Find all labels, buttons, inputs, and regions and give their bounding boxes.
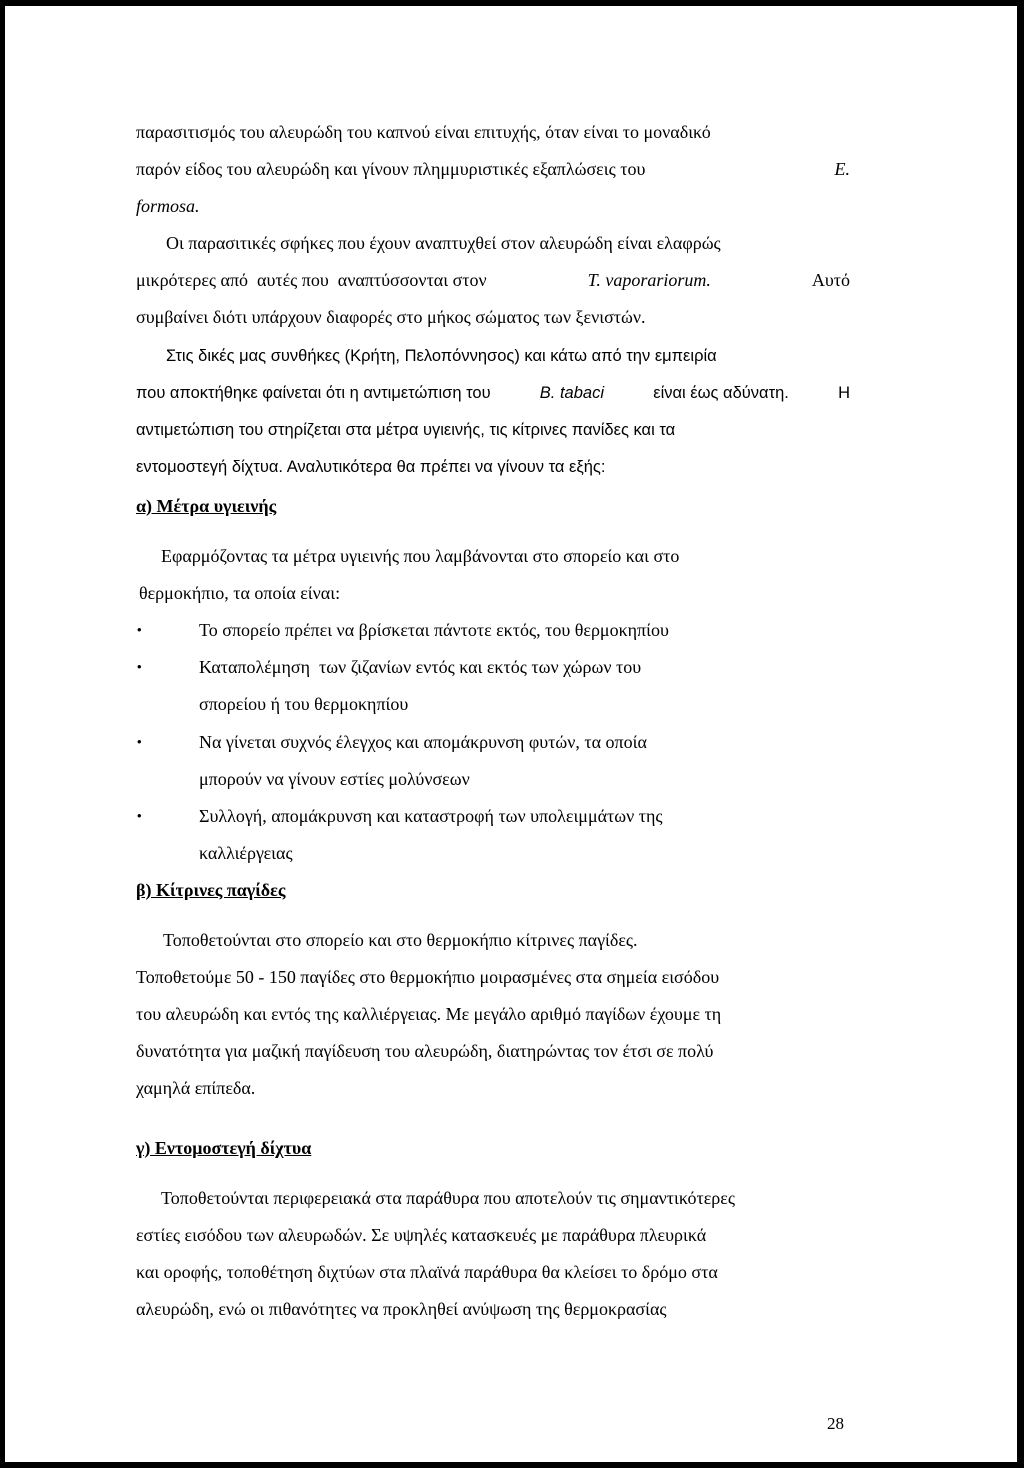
species-name: formosa. [136, 196, 200, 216]
bullet-marker: • [137, 734, 142, 749]
paragraph-line [166, 344, 717, 368]
species-name: E. [834, 159, 850, 179]
section-heading: β) Κίτρινες παγίδες [136, 880, 286, 900]
bullet-marker: • [137, 622, 142, 637]
bullet-marker: • [137, 659, 142, 674]
body-line [136, 305, 646, 329]
section-heading: γ) Εντομοστεγή δίχτυα [136, 1138, 312, 1158]
bullet-marker: • [137, 808, 142, 823]
list-item-continuation: σπορείου ή του θερμοκηπίου [199, 694, 409, 714]
line-text: Η [838, 384, 850, 402]
body-line: αλευρώδη, ενώ οι πιθανότητες να προκληθεί ανύψωση της θερμοκρασίας [136, 1299, 667, 1319]
body-line [136, 1039, 850, 1063]
line-text: Τοποθετούμε 50 - 150 παγίδες στο θερμοκήπιο μοιρασμένες στα σημεία εισόδου [136, 967, 720, 987]
line-text: δυνατότητα για μαζική παγίδευση του αλευρώδη, διατηρώντας τον έτσι σε πολύ [136, 1041, 714, 1061]
list-item: Το σπορείο πρέπει να βρίσκεται πάντοτε εκτός, του θερμοκηπίου [199, 620, 669, 640]
line-text: Καταπολέμηση των ζιζανίων εντός και εκτός των χώρων του [199, 657, 642, 677]
species-name: T. vaporariorum. [587, 270, 711, 290]
line-text: μικρότερες από αυτές που αναπτύσσονται στον [136, 270, 487, 290]
body-line [136, 381, 850, 405]
line-text: Στις δικές μας συνθήκες (Κρήτη, Πελοπόννησος) και κάτω από την εμπειρία [166, 347, 717, 365]
paragraph-line [163, 928, 850, 952]
line-text: του αλευρώδη και εντός της καλλιέργειας. Με μεγάλο αριθμό παγίδων έχουμε τη [136, 1004, 722, 1024]
page-number: 28 [827, 1414, 844, 1433]
line-text: συμβαίνει διότι υπάρχουν διαφορές στο μήκος σώματος των ξενιστών. [136, 307, 646, 327]
body-line [136, 1260, 850, 1284]
list-item: Συλλογή, απομάκρυνση και καταστροφή των υπολειμμάτων της [199, 806, 663, 826]
section-intro: θερμοκήπιο, τα οποία είναι: [139, 583, 341, 603]
body-line [136, 120, 850, 144]
body-line [136, 1223, 850, 1247]
line-text: και οροφής, τοποθέτηση διχτύων στα πλαϊνά παράθυρα θα κλείσει το δρόμο στα [136, 1262, 718, 1282]
body-line [136, 268, 850, 292]
list-item-continuation: καλλιέργειας [199, 843, 293, 863]
paragraph-line [166, 231, 850, 255]
line-text: που αποκτήθηκε φαίνεται ότι η αντιμετώπιση του [136, 384, 491, 402]
line-text: παρασιτισμός του αλευρώδη του καπνού είναι επιτυχής, όταν είναι το μοναδικό [136, 122, 711, 142]
document-page [5, 6, 1017, 1462]
body-line [136, 1002, 850, 1026]
list-item: Να γίνεται συχνός έλεγχος και απομάκρυνση φυτών, τα οποία [199, 732, 647, 752]
paragraph-line [161, 1186, 850, 1210]
body-line [136, 965, 850, 989]
line-text: εντομοστεγή δίχτυα. [136, 458, 283, 476]
line-text: Αναλυτικότερα θα πρέπει να γίνουν τα εξής: [286, 458, 606, 476]
section-intro: Εφαρμόζοντας τα μέτρα υγιεινής που λαμβάνονται στο σπορείο και στο [161, 546, 680, 566]
line-text: είναι έως αδύνατη. [653, 384, 789, 402]
list-item [199, 655, 781, 679]
body-line [136, 455, 605, 479]
species-name: B. tabaci [539, 384, 605, 402]
body-line [136, 157, 850, 181]
list-item-continuation: μπορούν να γίνουν εστίες μολύνσεων [199, 769, 470, 789]
body-line [136, 194, 200, 218]
body-line: χαμηλά επίπεδα. [136, 1078, 256, 1098]
line-text: Τοποθετούνται περιφερειακά στα παράθυρα που αποτελούν τις σημαντικότερες [161, 1188, 735, 1208]
line-text: παρόν είδος του αλευρώδη και γίνουν πλημμυριστικές εξαπλώσεις του [136, 159, 646, 179]
line-text: Αυτό [811, 270, 850, 290]
line-text: Τοποθετούνται στο σπορείο και στο θερμοκήπιο κίτρινες παγίδες. [163, 930, 638, 950]
line-text: εστίες εισόδου των αλευρωδών. Σε υψηλές κατασκευές με παράθυρα πλευρικά [136, 1225, 707, 1245]
line-text: Οι παρασιτικές σφήκες που έχουν αναπτυχθεί στον αλευρώδη είναι ελαφρώς [166, 233, 721, 253]
section-heading: α) Μέτρα υγιεινής [136, 496, 277, 516]
body-line [136, 418, 850, 442]
line-text: αντιμετώπιση του στηρίζεται στα μέτρα υγιεινής, τις κίτρινες πανίδες και τα [136, 421, 676, 439]
